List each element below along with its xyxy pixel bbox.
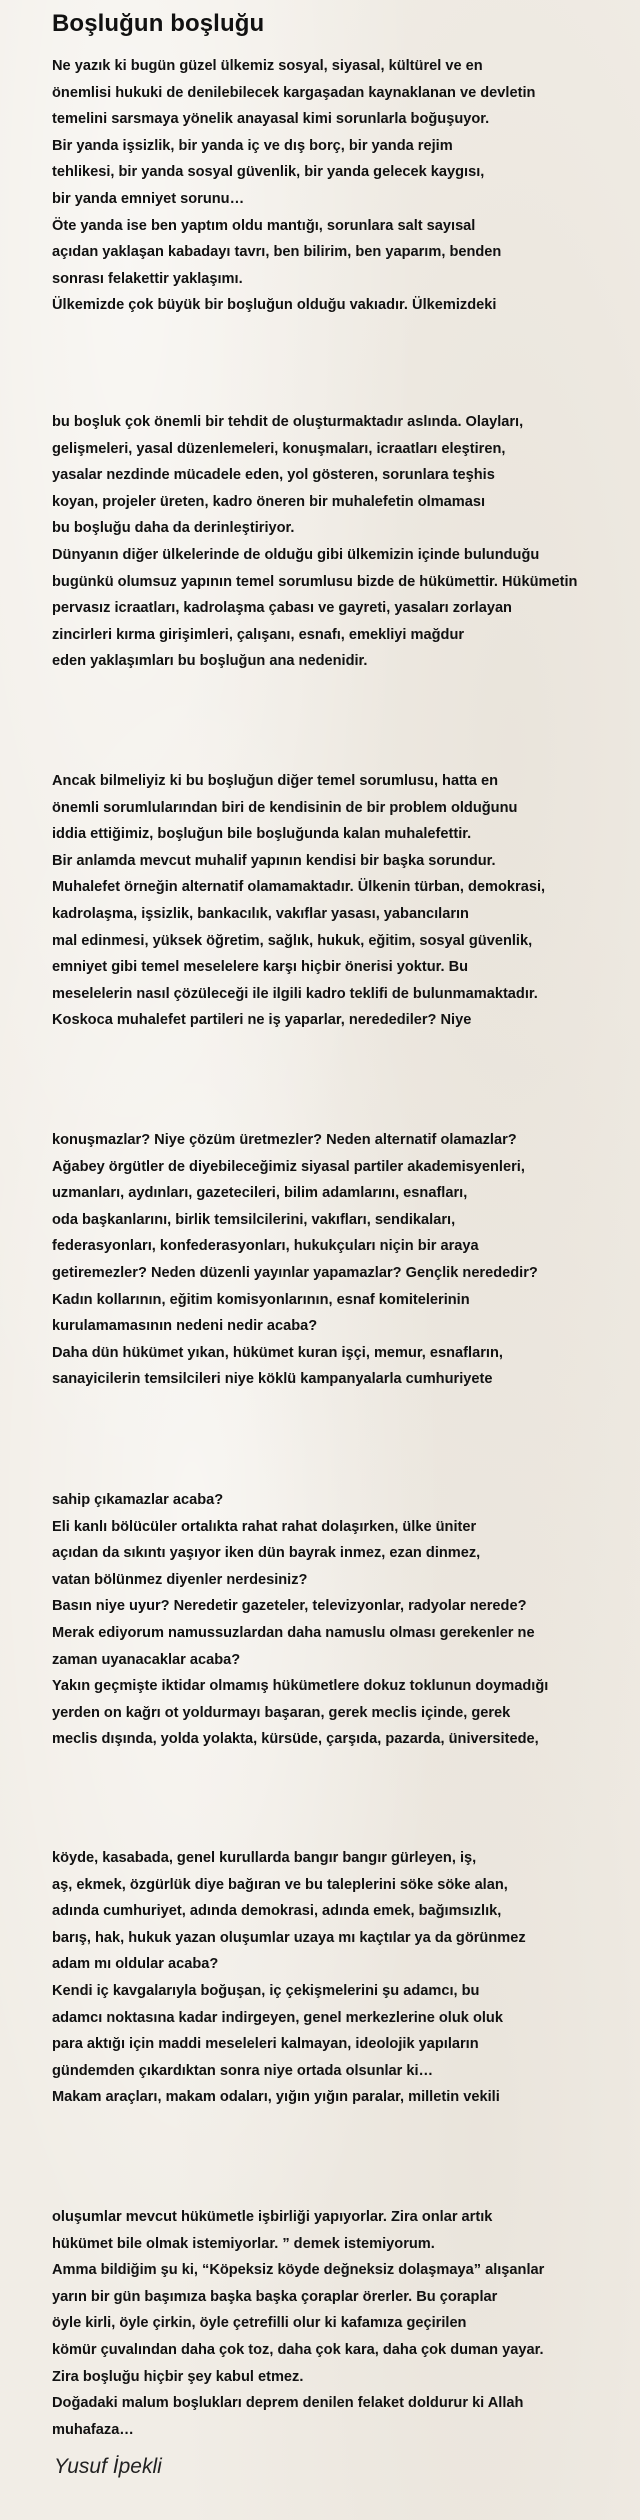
text-line: yasalar nezdinde mücadele eden, yol gösteren, sorunlara teşhis — [52, 467, 495, 484]
text-line: Dünyanın diğer ülkelerinde de olduğu gibi ülkemizin içinde bulunduğu — [52, 546, 540, 563]
text-line: pervasız icraatları, kadrolaşma çabası ve gayreti, yasaları zorlayan — [52, 600, 512, 617]
text-line: Muhalefet örneğin alternatif olamamaktadır. Ülkenin türban, demokrasi, — [52, 879, 546, 896]
text-line: Öte yanda ise ben yaptım oldu mantığı, sorunlara salt sayısal — [52, 217, 476, 234]
text-line: Kadın kollarının, eğitim komisyonlarının, esnaf komitelerinin — [52, 1291, 470, 1308]
paragraph-1 — [52, 53, 638, 319]
text-line: adında cumhuriyet, adında demokrasi, adında emek, bağımsızlık, — [52, 1903, 502, 1920]
text-line: mal edinmesi, yüksek öğretim, sağlık, hukuk, eğitim, sosyal güvenlik, — [52, 932, 533, 949]
text-line: kurulamamasının nedeni nedir acaba? — [52, 1318, 318, 1335]
text-line: gündemden çıkardıktan sonra niye ortada olsunlar ki… — [52, 2062, 434, 2079]
text-line: zincirleri kırma girişimleri, çalışanı, esnafı, emekliyi mağdur — [52, 626, 465, 643]
text-line: gelişmeleri, yasal düzenlemeleri, konuşmaları, icraatları eleştiren, — [52, 440, 506, 457]
text-line: açıdan yaklaşan kabadayı tavrı, ben bilirim, ben yaparım, benden — [52, 244, 502, 261]
text-line: Ancak bilmeliyiz ki bu boşluğun diğer temel sorumlusu, hatta en — [52, 773, 499, 789]
paragraph-6 — [52, 1845, 638, 2111]
text-line: kömür çuvalından daha çok toz, daha çok kara, daha çok duman yayar. — [52, 2341, 544, 2358]
text-line: öyle kirli, öyle çirkin, öyle çetrefilli olur ki kafamıza geçirilen — [52, 2315, 467, 2332]
text-line: kadrolaşma, işsizlik, bankacılık, vakıflar yasası, yabancıların — [52, 905, 469, 922]
text-line: sonrası felakettir yaklaşımı. — [52, 270, 243, 287]
text-line: meselelerin nasıl çözüleceği ile ilgili kadro teklifi de bulunmamaktadır. — [52, 985, 538, 1002]
text-line: barış, hak, hukuk yazan oluşumlar uzaya mı kaçtılar ya da görünmez — [52, 1929, 526, 1946]
text-line: iddia ettiğimiz, boşluğun bile boşluğunda kalan muhalefettir. — [52, 826, 472, 843]
text-line: önemlisi hukuki de denilebilecek kargaşadan kaynaklanan ve devletin — [52, 84, 536, 101]
text-line: konuşmazlar? Niye çözüm üretmezler? Neden alternatif olamazlar? — [52, 1132, 517, 1148]
text-line: eden yaklaşımları bu boşluğun ana nedenidir. — [52, 653, 368, 670]
text-line: tehlikesi, bir yanda sosyal güvenlik, bir yanda gelecek kaygısı, — [52, 164, 485, 181]
text-line: Ne yazık ki bugün güzel ülkemiz sosyal, siyasal, kültürel ve en — [52, 58, 483, 74]
text-line: sanayicilerin temsilcileri niye köklü kampanyalarla cumhuriyete — [52, 1371, 493, 1388]
text-line: bir yanda emniyet sorunu… — [52, 190, 245, 207]
text-line: Kendi iç kavgalarıyla boğuşan, iç çekişmelerini şu adamcı, bu — [52, 1982, 480, 1999]
paragraph-3 — [52, 768, 638, 1034]
text-line: uzmanları, aydınları, gazetecileri, bilim adamlarını, esnafları, — [52, 1185, 468, 1202]
text-line: köyde, kasabada, genel kurullarda bangır bangır gürleyen, iş, — [52, 1850, 477, 1866]
text-line: federasyonları, konfederasyonları, hukukçuları niçin bir araya — [52, 1238, 479, 1255]
text-line: yarın bir gün başımıza başka başka çoraplar örerler. Bu çoraplar — [52, 2288, 498, 2305]
text-line: muhafaza… — [52, 2421, 134, 2438]
author-signature: Yusuf İpekli — [54, 2455, 162, 2478]
paragraph-4 — [52, 1127, 638, 1393]
text-line: Daha dün hükümet yıkan, hükümet kuran işçi, memur, esnafların, — [52, 1344, 503, 1361]
text-line: vatan bölünmez diyenler nerdesiniz? — [52, 1571, 308, 1588]
text-line: zaman uyanacaklar acaba? — [52, 1651, 241, 1668]
text-line: oda başkanlarını, birlik temsilcilerini, vakıfları, sendikaları, — [52, 1211, 456, 1228]
text-line: Koskoca muhalefet partileri ne iş yaparlar, neredediler? Niye — [52, 1012, 472, 1029]
text-line: bu boşluk çok önemli bir tehdit de oluşturmaktadır aslında. Olayları, — [52, 414, 524, 430]
page-title: Boşluğun boşluğu — [52, 10, 265, 37]
text-line: emniyet gibi temel meselelere karşı hiçbir önerisi yoktur. Bu — [52, 959, 469, 976]
text-line: para aktığı için maddi meseleleri kalmayan, ideolojik yapıların — [52, 2036, 479, 2053]
text-line: adamcı noktasına kadar indirgeyen, genel merkezlerine oluk oluk — [52, 2009, 503, 2026]
paragraph-7 — [52, 2204, 638, 2443]
text-line: açıdan da sıkıntı yaşıyor iken dün bayrak inmez, ezan dinmez, — [52, 1545, 481, 1562]
text-line: Bir yanda işsizlik, bir yanda iç ve dış borç, bir yanda rejim — [52, 137, 453, 154]
paragraph-5 — [52, 1487, 638, 1753]
text-line: bugünkü olumsuz yapının temel sorumlusu bizde de hükümettir. Hükümetin — [52, 573, 578, 590]
text-line: adam mı oldular acaba? — [52, 1956, 219, 1973]
text-line: Eli kanlı bölücüler ortalıkta rahat rahat dolaşırken, ülke üniter — [52, 1518, 477, 1535]
text-line: getiremezler? Neden düzenli yayınlar yapamazlar? Gençlik nerededir? — [52, 1264, 538, 1281]
text-line: koyan, projeler üreten, kadro öneren bir muhalefetin olmaması — [52, 493, 486, 510]
text-line: hükümet bile olmak istemiyorlar. ” demek istemiyorum. — [52, 2235, 435, 2252]
text-line: Basın niye uyur? Neredetir gazeteler, televizyonlar, radyolar nerede? — [52, 1598, 527, 1615]
text-line: Ağabey örgütler de diyebileceğimiz siyasal partiler akademisyenleri, — [52, 1158, 525, 1175]
text-line: Amma bildiğim şu ki, “Köpeksiz köyde değneksiz dolaşmaya” alışanlar — [52, 2262, 545, 2279]
text-line: Bir anlamda mevcut muhalif yapının kendisi bir başka sorundur. — [52, 852, 496, 869]
paragraph-2 — [52, 409, 638, 675]
text-line: Doğadaki malum boşlukları deprem denilen felaket doldurur ki Allah — [52, 2395, 524, 2412]
text-line: aş, ekmek, özgürlük diye bağıran ve bu taleplerini söke söke alan, — [52, 1876, 508, 1893]
text-line: meclis dışında, yolda yolakta, kürsüde, çarşıda, pazarda, üniversitede, — [52, 1731, 539, 1748]
text-line: bu boşluğu daha da derinleştiriyor. — [52, 520, 295, 537]
text-line: sahip çıkamazlar acaba? — [52, 1492, 224, 1508]
text-line: temelini sarsmaya yönelik anayasal kimi sorunlarla boğuşuyor. — [52, 111, 490, 128]
text-line: Zira boşluğu hiçbir şey kabul etmez. — [52, 2368, 304, 2385]
text-line: Makam araçları, makam odaları, yığın yığın paralar, milletin vekili — [52, 2089, 500, 2106]
text-line: Yakın geçmişte iktidar olmamış hükümetlere dokuz toklunun doymadığı — [52, 1678, 549, 1695]
text-line: yerden on kağrı ot yoldurmayı başaran, gerek meclis içinde, gerek — [52, 1704, 511, 1721]
text-line: önemli sorumlularından biri de kendisinin de bir problem olduğunu — [52, 799, 518, 816]
text-line: Merak ediyorum namussuzlardan daha namuslu olması gerekenler ne — [52, 1624, 535, 1641]
text-line: oluşumlar mevcut hükümetle işbirliği yapıyorlar. Zira onlar artık — [52, 2209, 493, 2225]
text-line: Ülkemizde çok büyük bir boşluğun olduğu vakıadır. Ülkemizdeki — [52, 297, 497, 314]
